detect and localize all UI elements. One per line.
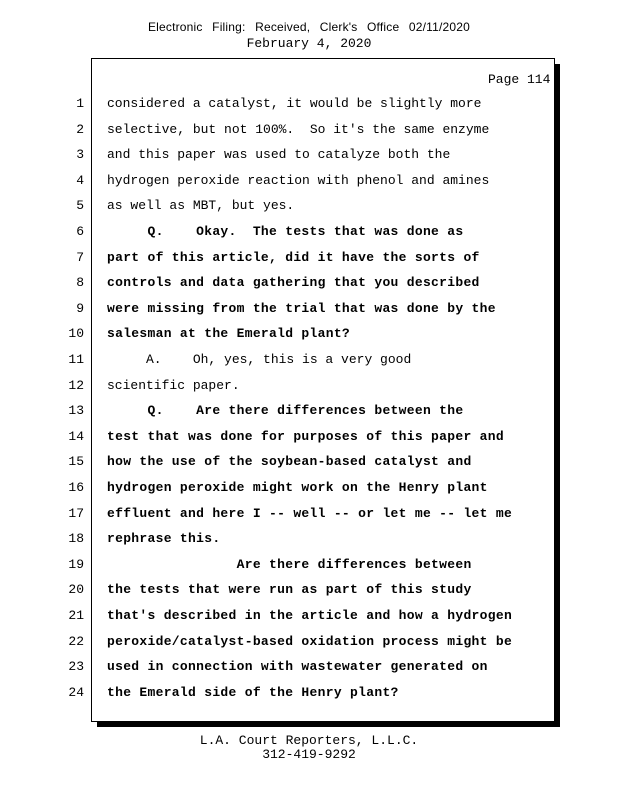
page-number: Page 114 [488,72,551,87]
line-number: 17 [68,505,84,521]
reporter-phone: 312-419-9292 [262,747,356,762]
line-number: 19 [68,556,84,572]
transcript-line: part of this article, did it have the sorts of [107,249,480,265]
line-number: 11 [68,352,84,367]
line-number: 24 [68,684,84,700]
transcript-line: Q. Are there differences between the [107,403,464,419]
transcript-line: scientific paper. [107,377,240,393]
line-number: 20 [68,582,84,598]
transcript-line: controls and data gathering that you described [107,275,480,291]
transcript-line: rephrase this. [107,531,221,547]
line-number: 2 [76,121,84,137]
line-number: 10 [68,326,84,342]
line-number: 9 [76,300,84,316]
line-number: 12 [68,377,84,393]
transcript-line: A. Oh, yes, this is a very good [107,352,412,367]
transcript-line: hydrogen peroxide might work on the Henry plant [107,480,488,495]
line-number: 5 [76,198,84,214]
transcript-line: and this paper was used to catalyze both the [107,147,451,163]
transcript-date: February 4, 2020 [246,36,372,51]
line-number: 7 [76,249,84,265]
line-number: 14 [68,428,84,444]
line-number: 4 [76,172,84,188]
transcript-line: the tests that were run as part of this study [107,582,472,598]
transcript-line: selective, but not 100%. So it's the same enzyme [107,121,490,137]
line-number: 18 [68,531,84,547]
transcript-line: test that was done for purposes of this paper and [107,428,504,444]
transcript-line: Are there differences between [107,556,472,572]
transcript-line: that's described in the article and how a hydrogen [107,608,513,623]
transcript-line: as well as MBT, but yes. [107,198,295,214]
transcript-line: hydrogen peroxide reaction with phenol and amines [107,172,490,188]
line-number: 1 [76,96,84,111]
line-number: 16 [68,480,84,495]
transcript-line: the Emerald side of the Henry plant? [107,684,399,700]
line-number: 6 [76,224,84,239]
transcript-line: used in connection with wastewater generated on [107,659,488,675]
line-number: 23 [68,659,84,675]
reporter-company: L.A. Court Reporters, L.L.C. [199,733,419,748]
transcript-line: Q. Okay. The tests that was done as [107,224,464,239]
transcript-line: salesman at the Emerald plant? [107,326,351,342]
line-number: 15 [68,454,84,470]
transcript-line: effluent and here I -- well -- or let me -- let me [107,505,513,521]
line-number: 3 [76,147,84,163]
line-number: 8 [76,275,84,291]
transcript-line: how the use of the soybean-based catalyst and [107,454,472,470]
transcript-line: considered a catalyst, it would be slightly more [107,96,482,111]
transcript-line: peroxide/catalyst-based oxidation process might be [107,633,513,649]
line-number: 13 [68,403,84,419]
line-number: 22 [68,633,84,649]
transcript-line: were missing from the trial that was done by the [107,300,496,316]
line-number: 21 [68,608,84,623]
filing-stamp: Electronic Filing: Received, Clerk's Office 02/11/2020 [147,20,471,34]
